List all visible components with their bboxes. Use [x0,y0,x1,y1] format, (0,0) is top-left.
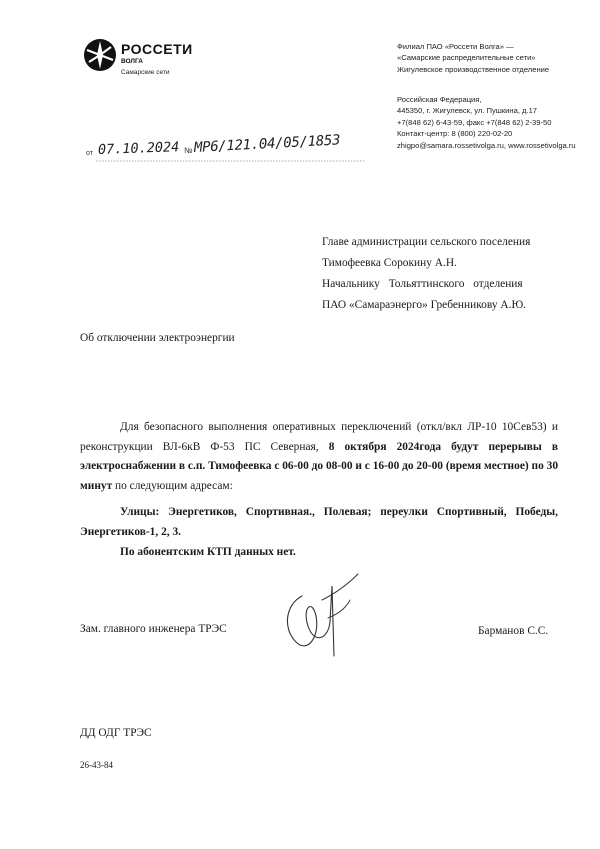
header-contact-line: 445350, г. Жигулевск, ул. Пушкина, д.17 [397,106,538,116]
header-contact-line: zhigpo@samara.rossetivolga.ru, www.rossetivolga.ru [397,140,576,150]
streets-list: Улицы: Энергетиков, Спортивная., Полевая; переулки Спортивный, Победы, Энергетиков-1, 2, 3. [80,506,558,538]
header-org-line: Жигулевское производственное отделение [397,64,550,74]
addressee-block [322,232,558,316]
logo-name: РОССЕТИ [121,41,193,57]
handwritten-signature-icon [272,556,372,666]
header-contacts [397,94,576,151]
signer-name: Барманов С.С. [478,625,549,637]
addressee-line: Начальнику Тольяттинского отделения [322,278,523,290]
header-org [397,41,549,75]
body-text-bold: 8 октября 2024года будут перерывы в электроснабжении в с.п. Тимофеевка с 06-00 до 08-00 и с 16-00 до 20-00 (время местное) по 30 минут [80,440,559,492]
logo-sub: ВОЛГА [121,58,143,65]
addressee-line: Тимофеевка Сорокину А.Н. [322,257,457,269]
outgoing-prefix: от [86,150,93,157]
outgoing-number [86,132,376,172]
addressee-line: Главе администрации сельского поселения [322,236,531,248]
header-org-line: Филиал ПАО «Россети Волга» — [397,42,514,51]
no-data-note: По абонентским КТП данных нет. [120,546,296,558]
executor-phone: 26-43-84 [80,760,113,770]
outgoing-date: 07.10.2024 [97,139,180,158]
body-text: по следующим адресам: [112,479,233,492]
header-contact-line: +7(848 62) 6-43-59, факс +7(848 62) 2-39-50 [397,117,552,127]
rosseti-logo-icon [83,38,117,72]
letter-subject: Об отключении электроэнергии [80,332,235,344]
addressee-line: ПАО «Самараэнерго» Гребенникову А.Ю. [322,299,527,311]
executor-name: ДД ОДГ ТРЭС [80,727,152,739]
header-contact-line: Российская Федерация, [397,95,482,104]
letter-body [80,418,558,496]
company-logo [83,38,203,84]
outgoing-number-value: МР6/121.04/05/1853 [193,132,341,156]
body-text: Для безопасного выполнения оперативных переключений (откл/вкл ЛР-10 10Сев53) и реконструкции ВЛ-6кВ Ф-53 ПС Северная, [80,421,558,453]
header-contact-line: Контакт-центр: 8 (800) 220-02-20 [397,129,513,139]
logo-dept: Самарские сети [121,69,170,76]
outgoing-no-label: № [184,146,193,155]
outgoing-underline [96,159,366,163]
header-org-line: «Самарские распределительные сети» [397,53,536,63]
signer-position: Зам. главного инженера ТРЭС [80,623,227,635]
